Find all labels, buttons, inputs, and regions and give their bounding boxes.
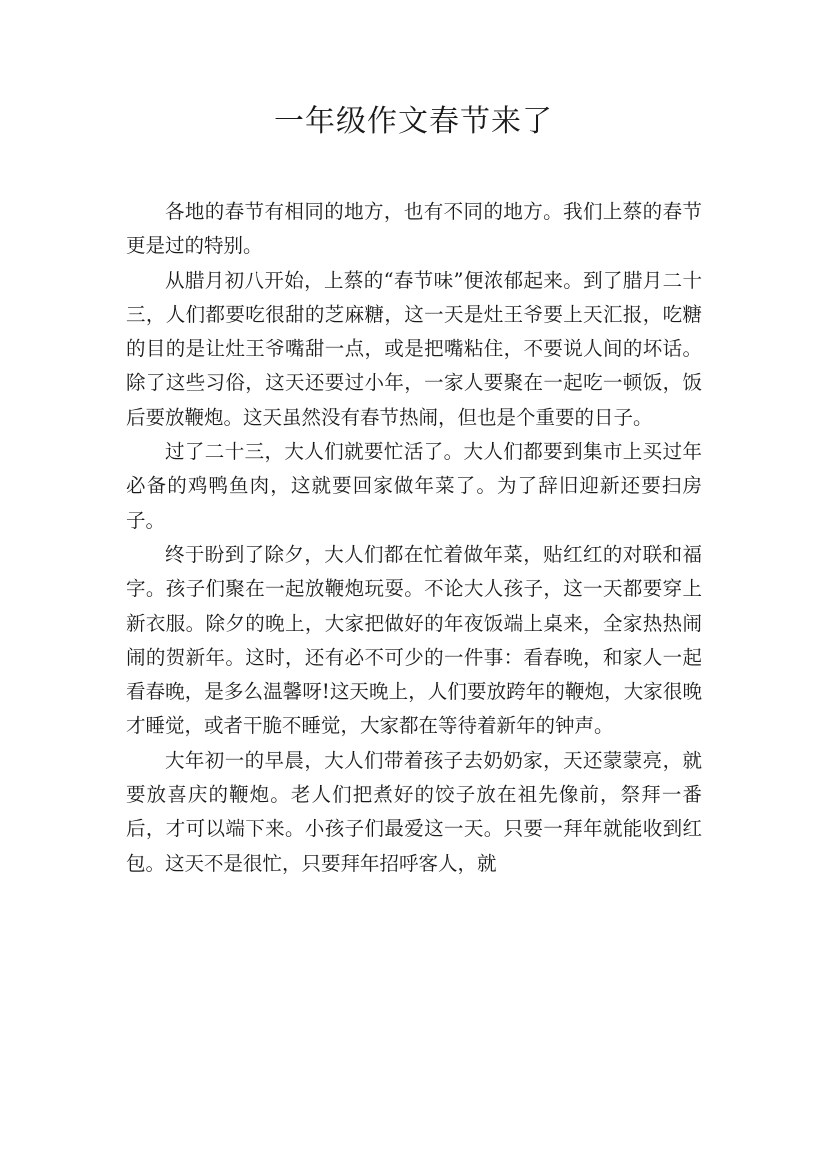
paragraph: 大年初一的早晨，大人们带着孩子去奶奶家，天还蒙蒙亮，就要放喜庆的鞭炮。老人们把煮好的饺子放在祖先像前，祭拜一番后，才可以端下来。小孩子们最爱这一天。只要一拜年就能收到红包。这天不是很忙，只要拜年招呼客人，就 bbox=[126, 748, 702, 875]
document-body bbox=[126, 195, 702, 881]
document-title: 一年级作文春节来了 bbox=[274, 104, 553, 139]
paragraph: 从腊月初八开始，上蔡的“春节味”便浓郁起来。到了腊月二十三，人们都要吃很甜的芝麻糖，这一天是灶王爷要上天汇报，吃糖的目的是让灶王爷嘴甜一点，或是把嘴粘住，不要说人间的坏话。除了这些习俗，这天还要过小年，一家人要聚在一起吃一顿饭，饭后要放鞭炮。这天虽然没有春节热闹，但也是个重要的日子。 bbox=[126, 268, 702, 429]
paragraph: 过了二十三，大人们就要忙活了。大人们都要到集市上买过年必备的鸡鸭鱼肉，这就要回家做年菜了。为了辞旧迎新还要扫房子。 bbox=[126, 440, 702, 532]
paragraph: 终于盼到了除夕，大人们都在忙着做年菜，贴红红的对联和福字。孩子们聚在一起放鞭炮玩耍。不论大人孩子，这一天都要穿上新衣服。除夕的晚上，大家把做好的年夜饭端上桌来，全家热热闹闹的贺新年。这时，还有必不可少的一件事：看春晚，和家人一起看春晚，是多么温馨呀!这天晚上，人们要放跨年的鞭炮，大家很晚才睡觉，或者干脆不睡觉，大家都在等待着新年的钟声。 bbox=[126, 542, 702, 738]
paragraph: 各地的春节有相同的地方，也有不同的地方。我们上蔡的春节更是过的特别。 bbox=[126, 200, 702, 258]
